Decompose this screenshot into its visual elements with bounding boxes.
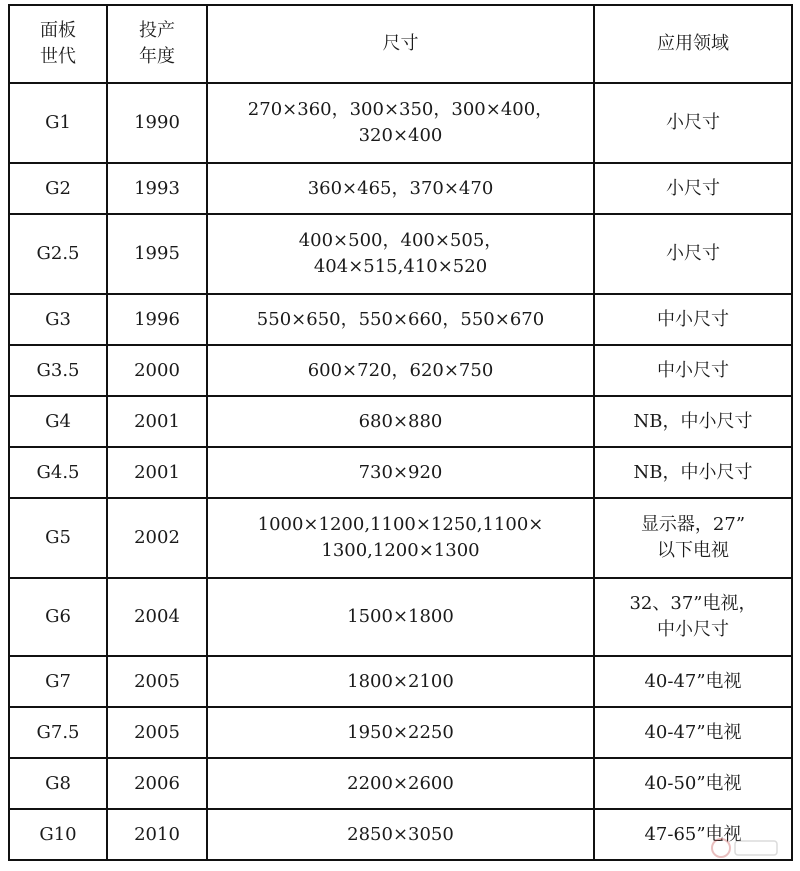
table-row xyxy=(9,707,792,758)
generation-cell: G2 xyxy=(9,163,107,214)
year-cell: 2010 xyxy=(107,809,207,860)
table-row xyxy=(9,214,792,294)
generation-cell: G8 xyxy=(9,758,107,809)
application-cell: 47-65”电视 xyxy=(594,809,792,860)
size-cell: 400×500，400×505， 404×515,410×520 xyxy=(207,214,594,294)
year-cell: 2004 xyxy=(107,578,207,656)
size-cell: 1950×2250 xyxy=(207,707,594,758)
generation-cell: G10 xyxy=(9,809,107,860)
table-row xyxy=(9,498,792,578)
table-row xyxy=(9,345,792,396)
year-cell: 2006 xyxy=(107,758,207,809)
header-year: 投产 年度 xyxy=(107,5,207,83)
size-cell: 550×650，550×660，550×670 xyxy=(207,294,594,345)
generation-cell: G4.5 xyxy=(9,447,107,498)
application-cell: 40-50”电视 xyxy=(594,758,792,809)
size-cell: 270×360，300×350，300×400， 320×400 xyxy=(207,83,594,163)
application-cell: 显示器，27” 以下电视 xyxy=(594,498,792,578)
size-cell: 680×880 xyxy=(207,396,594,447)
generation-cell: G7.5 xyxy=(9,707,107,758)
table-row xyxy=(9,294,792,345)
year-cell: 1996 xyxy=(107,294,207,345)
application-cell: 中小尺寸 xyxy=(594,294,792,345)
table-row xyxy=(9,758,792,809)
header-size: 尺寸 xyxy=(207,5,594,83)
table-row xyxy=(9,396,792,447)
application-cell: 小尺寸 xyxy=(594,163,792,214)
year-cell: 2000 xyxy=(107,345,207,396)
year-cell: 1995 xyxy=(107,214,207,294)
size-cell: 600×720，620×750 xyxy=(207,345,594,396)
application-cell: 40-47”电视 xyxy=(594,707,792,758)
year-cell: 2002 xyxy=(107,498,207,578)
generation-cell: G1 xyxy=(9,83,107,163)
year-cell: 1993 xyxy=(107,163,207,214)
application-cell: NB，中小尺寸 xyxy=(594,447,792,498)
application-cell: 40-47”电视 xyxy=(594,656,792,707)
header-generation: 面板 世代 xyxy=(9,5,107,83)
table-row xyxy=(9,447,792,498)
application-cell: NB，中小尺寸 xyxy=(594,396,792,447)
watermark-logo xyxy=(710,835,782,861)
year-cell: 2005 xyxy=(107,707,207,758)
header-row xyxy=(9,5,792,83)
generation-cell: G5 xyxy=(9,498,107,578)
year-cell: 2001 xyxy=(107,447,207,498)
year-cell: 2005 xyxy=(107,656,207,707)
generation-cell: G7 xyxy=(9,656,107,707)
panel-generation-table xyxy=(8,4,793,861)
table-body xyxy=(9,83,792,860)
table-row xyxy=(9,83,792,163)
size-cell: 2850×3050 xyxy=(207,809,594,860)
application-cell: 小尺寸 xyxy=(594,83,792,163)
size-cell: 360×465，370×470 xyxy=(207,163,594,214)
application-cell: 中小尺寸 xyxy=(594,345,792,396)
table-row xyxy=(9,163,792,214)
size-cell: 1800×2100 xyxy=(207,656,594,707)
size-cell: 2200×2600 xyxy=(207,758,594,809)
size-cell: 1500×1800 xyxy=(207,578,594,656)
generation-cell: G6 xyxy=(9,578,107,656)
header-application: 应用领域 xyxy=(594,5,792,83)
size-cell: 730×920 xyxy=(207,447,594,498)
year-cell: 1990 xyxy=(107,83,207,163)
application-cell: 小尺寸 xyxy=(594,214,792,294)
size-cell: 1000×1200,1100×1250,1100× 1300,1200×1300 xyxy=(207,498,594,578)
generation-cell: G3 xyxy=(9,294,107,345)
generation-cell: G2.5 xyxy=(9,214,107,294)
table-row xyxy=(9,656,792,707)
generation-cell: G4 xyxy=(9,396,107,447)
year-cell: 2001 xyxy=(107,396,207,447)
application-cell: 32、37”电视， 中小尺寸 xyxy=(594,578,792,656)
generation-cell: G3.5 xyxy=(9,345,107,396)
table-row xyxy=(9,809,792,860)
table-row xyxy=(9,578,792,656)
